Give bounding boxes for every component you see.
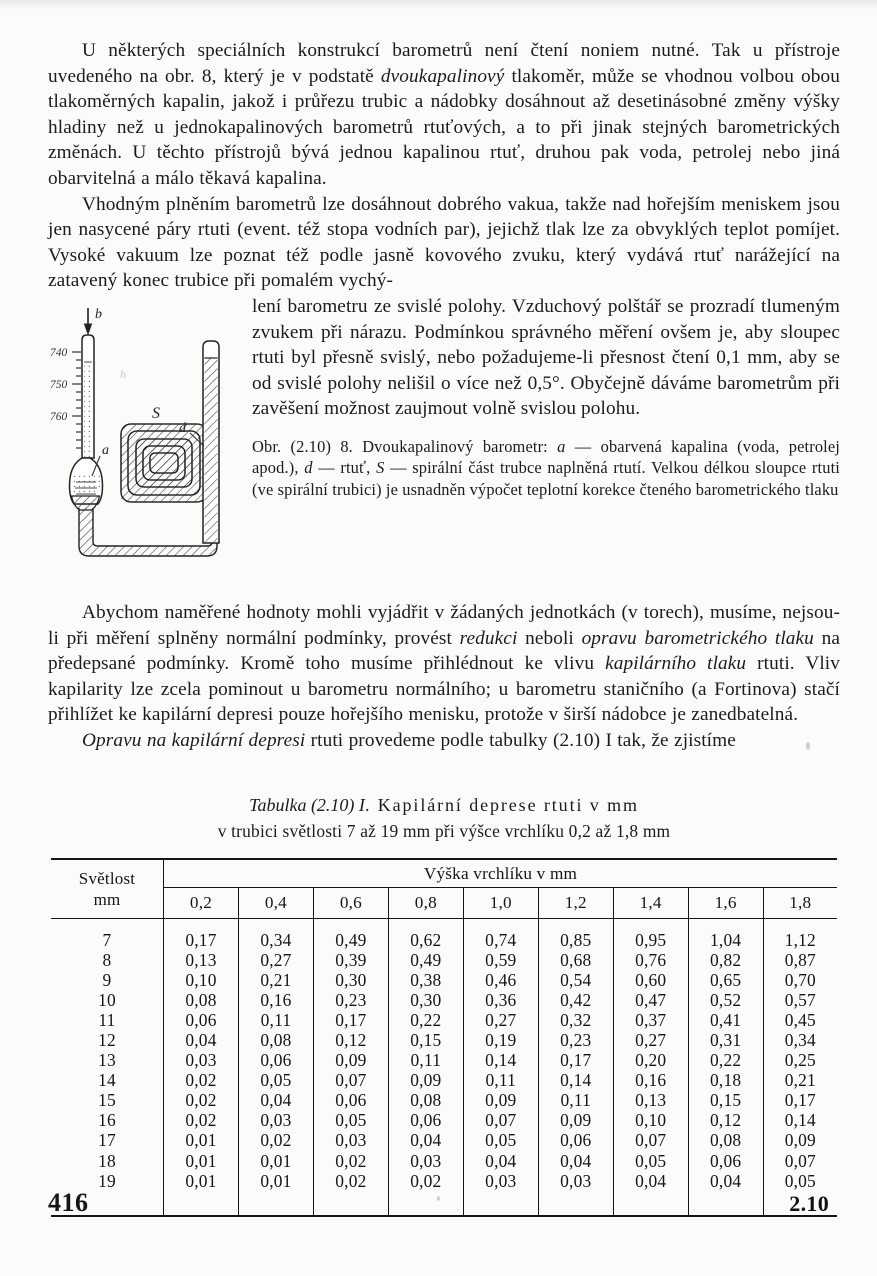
table-cell: 0,12	[313, 1030, 388, 1050]
table-cell: 0,47	[613, 990, 688, 1010]
paragraph-2-continued-text: lení barometru ze svislé polohy. Vzduchový polštář se prozradí tlumeným zvukem při nárazu. Podmínkou správného měření ovšem je, aby sloupec rtuti byl přesně svislý, nebo požadujeme-li přesnost čtení 0,1 mm, aby se od svislé polohy nelišil o více než 0,5°. Obyčejně dáváme barometrům při zavěšení možnost zaujmout volně svislou polohu.	[252, 295, 840, 420]
table-row	[51, 970, 837, 990]
table-cell: 0,07	[313, 1070, 388, 1090]
table-cell: 0,25	[784, 1050, 816, 1071]
table-spacer-c3	[388, 918, 463, 930]
table-cell: 0,22	[388, 1010, 463, 1030]
table-title-line-1	[48, 792, 840, 818]
table-cell: 0,14	[463, 1050, 538, 1070]
table-row-stub: 12	[51, 1030, 164, 1050]
table-row	[51, 1010, 837, 1030]
table-row	[51, 950, 837, 970]
table-cell: 0,11	[238, 1010, 313, 1030]
table-cell: 0,05	[238, 1070, 313, 1090]
table-cell: 0,17	[164, 930, 239, 950]
table-row-stub: 13	[51, 1050, 164, 1070]
table-row	[51, 1030, 837, 1050]
table-cell: 0,08	[688, 1130, 763, 1150]
table-spacer-c2	[313, 918, 388, 930]
table-cell: 0,08	[238, 1030, 313, 1050]
table-cell: 0,04	[688, 1171, 763, 1191]
table-cell: 0,10	[613, 1110, 688, 1130]
table-cell: 0,01	[164, 1171, 239, 1191]
table-cell: 0,49	[313, 930, 388, 950]
table-cell: 0,05	[784, 1170, 816, 1191]
table-cell: 0,09	[784, 1130, 816, 1151]
table-cell: 0,37	[613, 1010, 688, 1030]
table-cell: 0,02	[388, 1171, 463, 1191]
table-cell: 0,02	[238, 1130, 313, 1150]
table-cell: 0,34	[238, 930, 313, 950]
right-tube-d	[203, 341, 219, 543]
paragraph-3-text-d: rtuti. Vliv kapilarity lze zcela pominout u barometru normálního; u barometru staničního (a Fortinova) stačí přihlížet ke kapilární depresi pouze hořejšího menisku, protože v širší nádobce je zanedbatelná.	[48, 653, 840, 726]
table-cell: 0,03	[388, 1151, 463, 1171]
table-col-header-0: 0,2	[164, 887, 239, 918]
table-cell: 0,68	[538, 950, 613, 970]
paragraph-2	[48, 192, 840, 294]
table-cell: 0,08	[164, 990, 239, 1010]
table-cell: 0,95	[613, 930, 688, 950]
figure-caption-c: — rtuť,	[312, 458, 377, 478]
table-cell: 0,49	[388, 950, 463, 970]
paragraph-4-text: rtuti provedeme podle tabulky (2.10) I tak, že zjistíme	[305, 729, 736, 751]
table-cell: 0,36	[463, 990, 538, 1010]
table-stub-header-line2: mm	[93, 889, 121, 909]
table-cell: 0,87	[784, 949, 816, 970]
table-spacer-stub	[51, 918, 164, 930]
paragraph-4	[48, 728, 840, 754]
table-stub-header	[51, 859, 164, 918]
table-row-stub: 11	[51, 1010, 164, 1030]
table-cell: 0,03	[164, 1050, 239, 1070]
table-row-stub: 7	[51, 930, 164, 950]
table-row-stub: 10	[51, 990, 164, 1010]
table-cell: 0,60	[613, 970, 688, 990]
figure-caption-label-S: S	[376, 458, 385, 478]
table-cell: 0,05	[463, 1130, 538, 1150]
capillary-depression-table-wrap	[51, 858, 837, 1217]
section-number: 2.10	[789, 1191, 829, 1216]
table-cell: 0,42	[538, 990, 613, 1010]
table-cell: 0,65	[688, 970, 763, 990]
table-row-stub: 8	[51, 950, 164, 970]
figure-scale-tick-750: 750	[50, 378, 68, 391]
table-row	[51, 1070, 837, 1090]
figure-caption-label-a: a	[557, 436, 566, 456]
table-cell: 0,07	[784, 1150, 816, 1171]
table-cell: 0,18	[688, 1070, 763, 1090]
table-cell: 0,02	[313, 1151, 388, 1171]
paragraph-1	[48, 38, 840, 192]
two-liquid-barometer-diagram	[48, 300, 238, 578]
table-col-header-4: 1,0	[463, 887, 538, 918]
table-cell: 0,41	[688, 1010, 763, 1030]
table-cell: 0,52	[688, 990, 763, 1010]
table-cell: 0,06	[688, 1151, 763, 1171]
paragraph-1-text-b: tlakoměr, může se vhodnou volbou obou tlakoměrných kapalin, jakož i průřezu trubic a nádobky dosáhnout až desetinásobné změny výšky hladiny než u jednokapalinových barometrů rtuťových, a to při jinak stejných barometrických změnách. U těchto přístrojů bývá jednou kapalinou rtuť, druhou pak voda, petrolej nebo jiná obarvitelná a málo těkavá kapalina.	[48, 65, 840, 189]
figure-caption-d: — spirální část trubce naplněná rtutí. Velkou délkou sloupce rtuti (ve spirální trubici) je usnadněn výpočet teplotní korekce čteného barometrického tlaku	[252, 458, 840, 499]
table-cell: 0,15	[388, 1030, 463, 1050]
table-cell: 0,30	[313, 970, 388, 990]
table-cell: 0,22	[688, 1050, 763, 1070]
table-col-header-3: 0,8	[388, 887, 463, 918]
table-cell: 0,06	[538, 1130, 613, 1150]
table-cell: 0,07	[463, 1110, 538, 1130]
table-cell: 0,32	[538, 1010, 613, 1030]
table-cell: 0,21	[784, 1070, 816, 1091]
table-cell: 0,01	[238, 1171, 313, 1191]
table-cell: 0,12	[688, 1110, 763, 1130]
table-cell: 0,04	[388, 1130, 463, 1150]
table-cell: 0,16	[238, 990, 313, 1010]
table-cell: 0,09	[538, 1110, 613, 1130]
table-title-subject: . Kapilární deprese rtuti v mm	[364, 794, 639, 815]
figure-label-S: S	[152, 404, 160, 422]
figure-label-d: d	[179, 420, 186, 436]
table-header-row-span	[51, 859, 837, 888]
paragraph-3-text-b: neboli	[517, 627, 582, 649]
table-cell: 0,38	[388, 970, 463, 990]
table-spacer-c1	[238, 918, 313, 930]
table-cell: 0,21	[238, 970, 313, 990]
table-cell: 0,03	[538, 1171, 613, 1191]
table-spacer-c8	[763, 918, 837, 930]
table-cell: 0,54	[538, 970, 613, 990]
table-cell: 1,12	[784, 929, 816, 950]
table-cell: 0,19	[463, 1030, 538, 1050]
table-title-line-2: v trubici světlosti 7 až 19 mm při výšce vrchlíku 0,2 až 1,8 mm	[217, 820, 671, 841]
table-cell: 0,03	[238, 1110, 313, 1130]
paragraph-3-text-a: Abychom naměřené hodnoty mohli vyjádřit v žádaných jednotkách (v torech), musíme, nejsou-li při měření splněny normální podmínky, provést	[48, 601, 840, 649]
table-cell: 0,46	[463, 970, 538, 990]
table-col-header-8: 1,8	[789, 892, 812, 912]
table-cell: 0,20	[613, 1050, 688, 1070]
barometer-figure	[48, 300, 238, 578]
table-cell: 0,15	[688, 1090, 763, 1110]
table-cell: 0,02	[164, 1070, 239, 1090]
table-cell: 0,39	[313, 950, 388, 970]
table-cell: 0,82	[688, 950, 763, 970]
table-cell: 0,10	[164, 970, 239, 990]
table-col-header-7: 1,6	[688, 887, 763, 918]
paragraph-1-text-a: U některých speciálních konstrukcí barometrů není čtení noniem nutné. Tak u přístroje uvedeného na obr. 8, který je v podstatě	[48, 40, 840, 87]
table-header-row-columns	[51, 887, 837, 918]
figure-label-b: b	[95, 306, 102, 322]
page-number: 416	[48, 1188, 89, 1217]
table-cell: 0,70	[784, 969, 816, 990]
table-cell: 0,04	[238, 1090, 313, 1110]
table-cell: 0,01	[164, 1130, 239, 1150]
table-span-header: Výška vrchlíku v mm	[164, 859, 838, 888]
table-cell: 0,45	[784, 1009, 816, 1030]
figure-scale	[72, 352, 81, 448]
paragraph-3-emphasis-oprava: opravu barometrického tlaku	[581, 627, 814, 649]
table-row-stub: 17	[51, 1130, 164, 1150]
table-row-stub: 14	[51, 1070, 164, 1090]
table-cell: 0,09	[463, 1090, 538, 1110]
figure-label-a: a	[102, 442, 109, 458]
table-row-stub: 15	[51, 1090, 164, 1110]
figure-label-h: h	[120, 366, 126, 381]
figure-scale-tick-740: 740	[50, 346, 68, 359]
paragraph-3	[48, 600, 840, 728]
table-row	[51, 1110, 837, 1130]
table-col-header-5: 1,2	[538, 887, 613, 918]
table-cell: 0,14	[784, 1110, 816, 1131]
paragraph-3-emphasis-redukci: redukci	[459, 627, 518, 649]
figure-caption-label-d: d	[304, 458, 313, 478]
table-cell: 0,27	[238, 950, 313, 970]
table-cell: 0,13	[164, 950, 239, 970]
table-cell: 0,76	[613, 950, 688, 970]
figure-block	[48, 294, 840, 580]
table-row	[51, 1130, 837, 1150]
left-capillary-tube	[82, 335, 94, 458]
table-col-header-6: 1,4	[613, 887, 688, 918]
table-row-stub: 19	[51, 1171, 164, 1191]
table-cell: 0,13	[613, 1090, 688, 1110]
table-cell: 0,23	[538, 1030, 613, 1050]
table-cell: 0,30	[388, 990, 463, 1010]
paragraph-3-emphasis-kapilarni: kapilárního tlaku	[605, 653, 747, 675]
table-row	[51, 1151, 837, 1171]
figure-caption-a: Obr. (2.10) 8. Dvoukapalinový barometr:	[252, 436, 558, 456]
table-cell: 0,31	[688, 1030, 763, 1050]
table-cell: 0,01	[164, 1151, 239, 1171]
table-cell: 0,23	[313, 990, 388, 1010]
table-row-stub: 18	[51, 1151, 164, 1171]
paragraph-3-text-c: na předepsané podmínky. Kromě toho musíme přihlédnout ke vlivu	[48, 627, 840, 675]
table-cell: 0,11	[463, 1070, 538, 1090]
table-cell: 0,17	[313, 1010, 388, 1030]
table-cell: 0,04	[538, 1151, 613, 1171]
table-cell: 0,02	[164, 1110, 239, 1130]
table-title-number: Tabulka (2.10) I	[249, 794, 365, 815]
page-content	[48, 38, 840, 1217]
figure-scale-tick-760: 760	[50, 410, 68, 423]
table-spacer-c6	[613, 918, 688, 930]
table-cell: 0,34	[784, 1029, 816, 1050]
table-row	[51, 1050, 837, 1070]
table-cell: 0,08	[388, 1090, 463, 1110]
table-title	[48, 792, 840, 844]
arrow-b	[85, 308, 92, 334]
table-col-header-2: 0,6	[313, 887, 388, 918]
table-head	[51, 859, 837, 919]
table-row	[51, 990, 837, 1010]
table-cell: 0,16	[613, 1070, 688, 1090]
table-spacer-c5	[538, 918, 613, 930]
table-cell: 0,09	[313, 1050, 388, 1070]
table-cell: 0,57	[784, 989, 816, 1010]
table-cell: 0,02	[313, 1171, 388, 1191]
paragraph-1-emphasis: dvoukapalinový	[380, 65, 505, 87]
table-cell: 0,06	[388, 1110, 463, 1130]
paragraph-2-text: Vhodným plněním barometrů lze dosáhnout dobrého vakua, takže nad hořejším meniskem jsou jen nasycené páry rtuti (event. též stopa vodních par), jejichž tlak lze za obvyklých teplot pomíjet. Vysoké vakuum lze poznat též podle jasně kovového zvuku, který vydává rtuť narážející na zatavený konec trubice při pomalém vychý-	[48, 193, 840, 292]
table-row-stub: 16	[51, 1110, 164, 1130]
table-cell: 0,14	[538, 1070, 613, 1090]
liquid-bulb-a	[70, 458, 103, 510]
table-cell: 0,09	[388, 1070, 463, 1090]
table-cell: 0,04	[463, 1151, 538, 1171]
table-cell: 0,27	[613, 1030, 688, 1050]
table-cell: 0,04	[164, 1030, 239, 1050]
page-footer	[48, 1188, 829, 1218]
table-row-stub: 9	[51, 970, 164, 990]
table-cell: 0,11	[538, 1090, 613, 1110]
table-cell: 0,11	[388, 1050, 463, 1070]
table-cell: 0,17	[784, 1090, 816, 1111]
table-cell: 1,04	[688, 930, 763, 950]
table-body	[51, 918, 837, 1216]
bottom-connecting-tube	[79, 508, 217, 556]
table-col-header-1: 0,4	[238, 887, 313, 918]
table-cell: 0,06	[313, 1090, 388, 1110]
table-cell: 0,85	[538, 930, 613, 950]
table-cell: 0,62	[388, 930, 463, 950]
table-cell: 0,74	[463, 930, 538, 950]
table-spacer-row-top	[51, 918, 837, 930]
table-cell: 0,06	[238, 1050, 313, 1070]
table-cell: 0,05	[613, 1151, 688, 1171]
table-row	[51, 1090, 837, 1110]
table-cell: 0,02	[164, 1090, 239, 1110]
table-cell: 0,17	[538, 1050, 613, 1070]
table-cell: 0,27	[463, 1010, 538, 1030]
table-cell: 0,04	[613, 1171, 688, 1191]
table-cell: 0,07	[613, 1130, 688, 1150]
table-spacer-c0	[164, 918, 239, 930]
table-cell: 0,59	[463, 950, 538, 970]
table-spacer-c7	[688, 918, 763, 930]
table-cell: 0,03	[463, 1171, 538, 1191]
table-cell: 0,06	[164, 1010, 239, 1030]
table-cell: 0,01	[238, 1151, 313, 1171]
table-spacer-c4	[463, 918, 538, 930]
table-stub-header-line1: Světlost	[78, 868, 136, 888]
capillary-depression-table	[51, 858, 837, 1217]
table-cell: 0,05	[313, 1110, 388, 1130]
table-cell: 0,03	[313, 1130, 388, 1150]
paragraph-4-emphasis: Opravu na kapilární depresi	[82, 729, 306, 751]
figure-caption-b: — obarvená kapalina (voda, petrolej apod.),	[252, 436, 841, 478]
table-row	[51, 930, 837, 950]
